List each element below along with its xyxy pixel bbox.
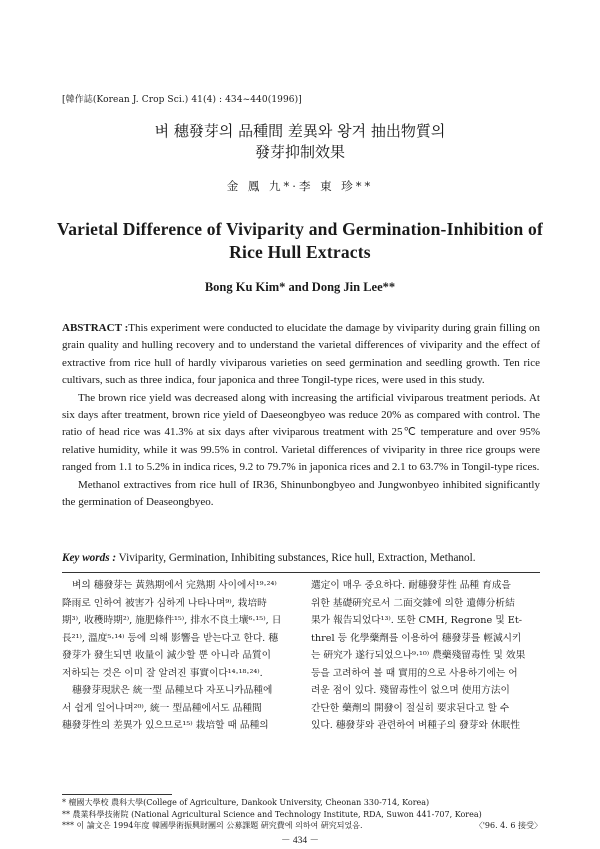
korean-title-line-2: 發芽抑制效果 <box>254 143 345 161</box>
body-line: 려운 점이 있다. 殘留毒性이 없으며 使用方法이 <box>311 685 510 696</box>
english-title-line-2: Rice Hull Extracts <box>229 242 371 262</box>
body-line: 있다. 穗發芽와 관련하여 벼種子의 發芽와 休眠性 <box>311 720 520 731</box>
footnote-funding <box>62 820 542 832</box>
keywords-label: Key words : <box>62 552 117 564</box>
body-line: 벼의 穗發芽는 黃熟期에서 完熟期 사이에서¹⁹·²⁴⁾ <box>72 580 277 591</box>
body-line: 穗發芽性의 差異가 있으므로¹⁵⁾ 栽培할 때 品種의 <box>62 720 269 731</box>
footnote-affiliation-2: ** 農業科學技術院 (National Agricultural Science and Technology Institute, RDA, Suwon 441-707, Korea) <box>62 809 482 819</box>
keywords-text: Viviparity, Germination, Inhibiting substances, Rice hull, Extraction, Methanol. <box>116 552 476 564</box>
english-title-line-1: Varietal Difference of Viviparity and Germination-Inhibition of <box>56 219 544 239</box>
body-line: 서 쉽게 일어나며²⁰⁾, 統一 型品種에서도 品種間 <box>62 702 262 714</box>
body-line: 는 硏究가 遂行되었으나⁹·¹⁰⁾ 農藥殘留毒性 및 效果 <box>311 650 526 661</box>
korean-authors: 金 鳳 九*·李 東 珍** <box>226 179 374 193</box>
page-number: － 434 － <box>280 836 319 846</box>
body-line: threl 등 化學藥劑를 이용하여 穗發芽를 輕減시키 <box>311 632 522 644</box>
footnote-affiliation-1: * 檀國大學校 農科大學(College of Agriculture, Dankook University, Cheonan 330-714, Korea) <box>62 798 430 807</box>
abstract <box>62 320 540 511</box>
body-line: 穗發芽現狀은 統一型 品種보다 자포니카品種에 <box>72 685 273 696</box>
korean-title-line-1: 벼 穗發芽의 品種間 差異와 왕겨 抽出物質의 <box>154 122 446 140</box>
received-date: 〈'96. 4. 6 接受〉 <box>474 821 542 831</box>
body-line: 發芽가 發生되면 收量이 減少할 뿐 아니라 品質이 <box>62 650 271 661</box>
footnotes <box>62 797 542 832</box>
body-column-right <box>311 577 542 735</box>
body-line: 降雨로 인하여 被害가 심하게 나타나며⁹⁾, 栽培時 <box>62 597 267 609</box>
journal-reference: [韓作誌(Korean J. Crop Sci.) 41(4) : 434~440(1996)] <box>62 95 302 105</box>
abstract-paragraph-1 <box>62 320 540 390</box>
footnote-funding-text: *** 이 論文은 1994年度 韓國學術振興財團의 公募課題 硏究費에 의하여 硏究되었음. <box>62 821 363 831</box>
abstract-paragraph-3: Methanol extractives from rice hull of IR36, Shinunbongbyeo and Jungwonbyeo inhibited significantly the germination of Deaseongbyeo. <box>62 478 540 509</box>
abstract-text-1: This experiment were conducted to elucidate the damage by viviparity during grain filling on grain quality and hulling recovery and to understand the varietal differences of viviparity and the effect of extractive from rice hull of hardly viviparous varieties on seed germination and seedling growth. Ten rice cultivars, such as three indica, four japonica and three Tongil-type rices, were used in this study. <box>62 322 541 387</box>
body-line: 選定이 매우 중요하다. 耐穗發芽性 品種 育成을 <box>311 580 511 591</box>
body-line: 등을 고려하여 볼 때 實用的으로 사용하기에는 어 <box>311 667 518 679</box>
body-line: 長²¹⁾, 溫度⁵·¹⁴⁾ 등에 의해 影響을 받는다고 한다. 穗 <box>62 632 279 644</box>
abstract-paragraph-2: The brown rice yield was decreased along with increasing the artificial viviparous treatment periods. At six days after treatment, brown rice yield of Daeseongbyeo was reduce 20% as compared with control. The ratio of head rice was 41.3% at six days after viviparous treatment with 25℃ temperature and over 95% relative humidity, while it was 99.5% in control. Varietal differences of viviparity in three rice groups were ranged from 1.1 to 5.2% in indica rices, 9.2 to 79.7% in japonica rices and 2.1 to 63.7% in Tongil-type rices. <box>62 391 540 474</box>
keywords-divider <box>62 572 540 573</box>
body-line: 果가 報告되었다¹³⁾. 또한 CMH, Regrone 및 Et- <box>311 615 523 626</box>
body-line: 간단한 藥劑의 開發이 절실히 要求된다고 할 수 <box>311 702 510 714</box>
english-authors: Bong Ku Kim* and Dong Jin Lee** <box>204 280 396 294</box>
keywords <box>62 552 540 564</box>
body-line: 期³⁾, 收穫時期²⁾, 施肥條件¹⁵⁾, 排水不良土壤⁶·¹⁵⁾, 日 <box>62 615 282 626</box>
body-line: 위한 基礎硏究로서 二面交雜에 의한 遺傳分析結 <box>311 597 515 609</box>
body-column-left <box>62 577 293 735</box>
footnote-divider <box>62 794 172 795</box>
abstract-label: ABSTRACT : <box>62 322 129 334</box>
body-line: 저하되는 것은 이미 잘 알려진 事實이다¹⁴·¹⁸·²⁴⁾. <box>62 667 263 679</box>
